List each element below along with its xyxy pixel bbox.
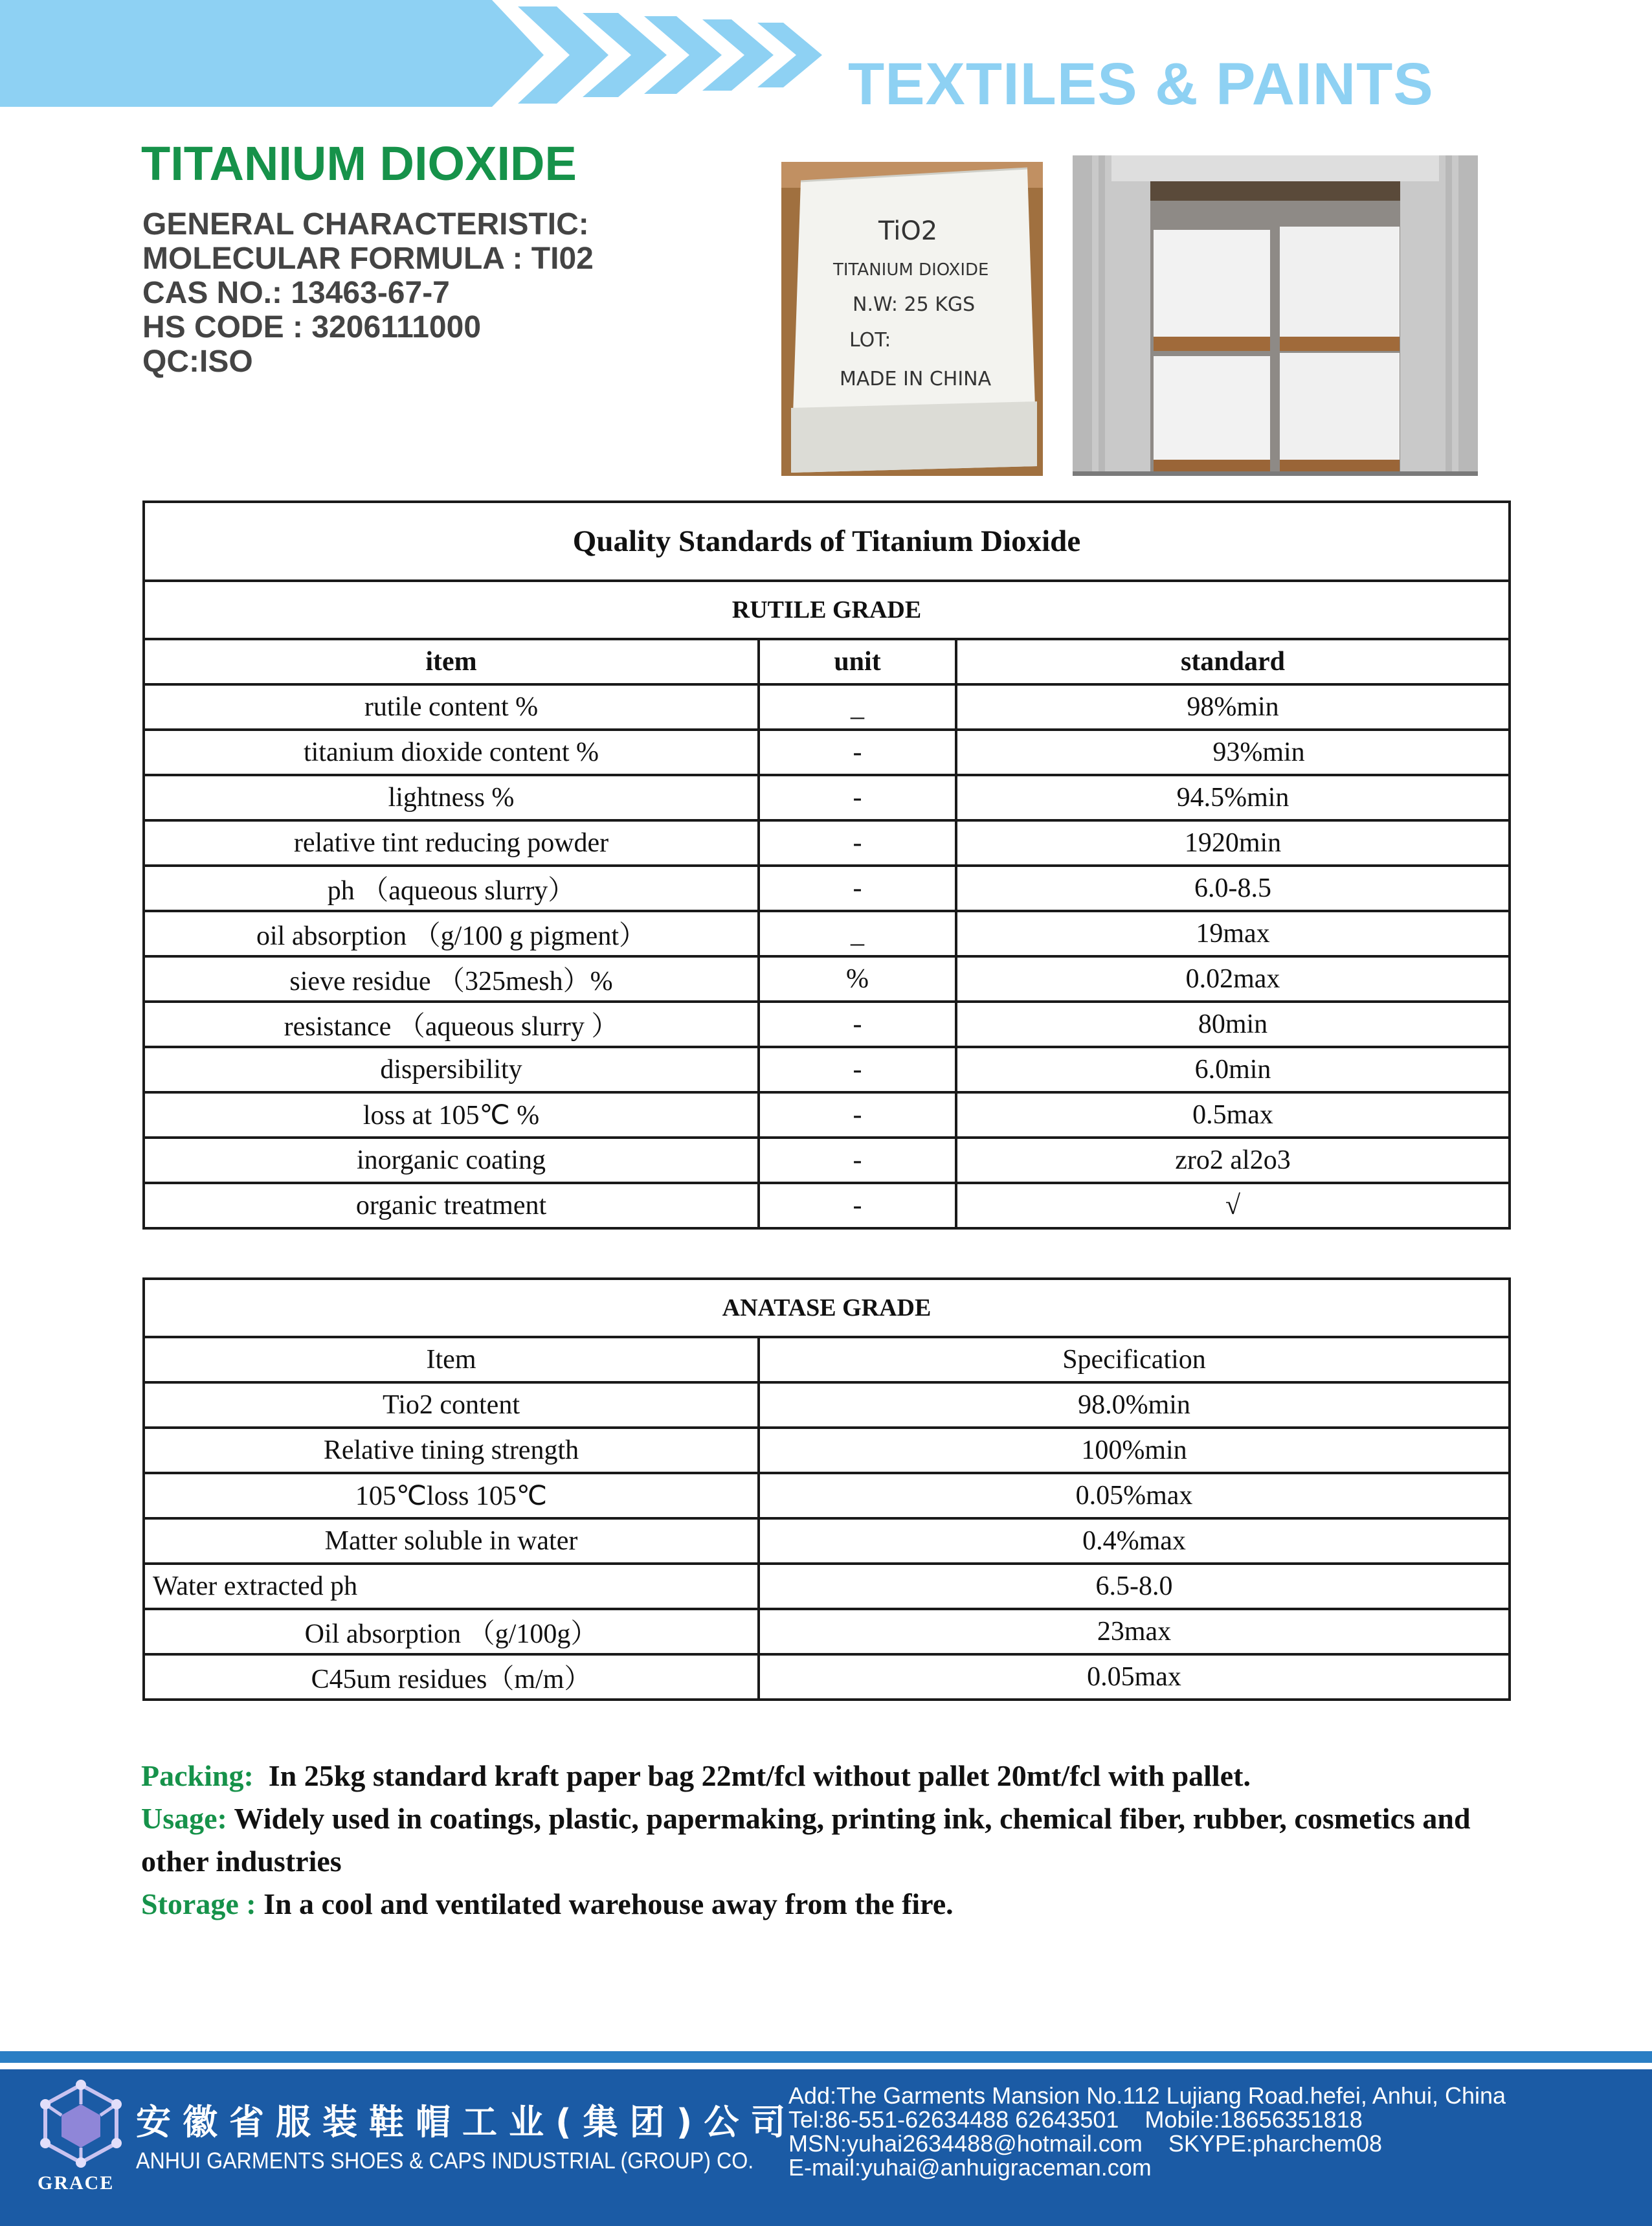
unit-cell: - [759, 1183, 956, 1228]
table-row [144, 1092, 1510, 1138]
messenger-row [788, 2131, 1506, 2155]
item-cell: lightness % [144, 775, 759, 820]
table-row [144, 911, 1510, 956]
bag-label-weight: N.W: 25 KGS [853, 293, 976, 316]
table-row [144, 1564, 1510, 1609]
molecular-formula: MOLECULAR FORMULA : TI02 [142, 242, 594, 276]
anatase-grade-label: ANATASE GRADE [144, 1279, 1510, 1337]
item-cell: titanium dioxide content % [144, 730, 759, 775]
unit-cell: _ [759, 911, 956, 956]
table-row [144, 1138, 1510, 1183]
standard-cell: 0.5max [956, 1092, 1510, 1138]
item-cell: loss at 105℃ % [144, 1092, 759, 1138]
item-cell: Matter soluble in water [144, 1518, 759, 1564]
bag-label-origin: MADE IN CHINA [840, 368, 992, 390]
phone-row [788, 2108, 1506, 2131]
table-row [144, 730, 1510, 775]
contact-info [788, 2084, 1506, 2179]
unit-cell: - [759, 775, 956, 820]
storage-text: In a cool and ventilated warehouse away from the fire. [263, 1887, 954, 1920]
container-loading-photo [1073, 155, 1478, 476]
characteristics-list [142, 207, 594, 379]
unit-cell: - [759, 1092, 956, 1138]
skype: SKYPE:pharchem08 [1168, 2130, 1383, 2157]
usage-note [141, 1797, 1533, 1883]
item-cell: dispersibility [144, 1047, 759, 1092]
company-name-chinese: 安徽省服装鞋帽工业(集团)公司 [136, 2102, 798, 2142]
unit-cell: - [759, 730, 956, 775]
product-bag-photo [781, 162, 1043, 476]
address: Add:The Garments Mansion No.112 Lujiang Road.hefei, Anhui, China [788, 2082, 1506, 2109]
cas-number: CAS NO.: 13463-67-7 [142, 276, 450, 310]
header-item: Item [144, 1337, 759, 1382]
spec-cell: 98.0%min [759, 1382, 1510, 1428]
table-header-row [144, 639, 1510, 684]
table-row [144, 866, 1510, 911]
usage-label: Usage: [141, 1802, 227, 1835]
bag-label-name: TITANIUM DIOXIDE [833, 260, 989, 280]
standard-cell: 19max [956, 911, 1510, 956]
header-item: item [144, 639, 759, 684]
table-row [144, 1473, 1510, 1518]
unit-cell: - [759, 1002, 956, 1047]
unit-cell: - [759, 1138, 956, 1183]
mobile: Mobile:18656351818 [1144, 2106, 1363, 2133]
header-unit: unit [759, 639, 956, 684]
unit-cell: - [759, 1047, 956, 1092]
spec-cell: 0.4%max [759, 1518, 1510, 1564]
header-specification: Specification [759, 1337, 1510, 1382]
item-cell: C45um residues（m/m） [144, 1654, 759, 1700]
spec-cell: 23max [759, 1609, 1510, 1654]
qc-standard: QC:ISO [142, 344, 253, 379]
standard-cell: 93%min [956, 730, 1510, 775]
standard-cell: 80min [956, 1002, 1510, 1047]
standard-cell: 6.0-8.5 [956, 866, 1510, 911]
bag-label-lot: LOT: [849, 329, 891, 352]
usage-text: Widely used in coatings, plastic, papermaking, printing ink, chemical fiber, rubber, cosmetics and other industries [141, 1802, 1471, 1878]
telephone: Tel:86-551-62634488 62643501 [788, 2106, 1119, 2133]
item-cell: sieve residue （325mesh）% [144, 956, 759, 1002]
unit-cell: % [759, 956, 956, 1002]
item-cell: relative tint reducing powder [144, 820, 759, 866]
table-header-row [144, 1337, 1510, 1382]
table-row [144, 775, 1510, 820]
msn: MSN:yuhai2634488@hotmail.com [788, 2130, 1143, 2157]
table-row [144, 684, 1510, 730]
footer-divider [0, 2051, 1652, 2063]
item-cell: Tio2 content [144, 1382, 759, 1428]
email: E-mail:yuhai@anhuigraceman.com [788, 2154, 1152, 2181]
header-standard: standard [956, 639, 1510, 684]
spec-cell: 0.05max [759, 1654, 1510, 1700]
standard-cell: 94.5%min [956, 775, 1510, 820]
general-characteristic: GENERAL CHARACTERISTIC: [142, 207, 589, 242]
quality-standards-title: Quality Standards of Titanium Dioxide [144, 502, 1510, 581]
item-cell: Water extracted ph [144, 1564, 759, 1609]
company-name-english: ANHUI GARMENTS SHOES & CAPS INDUSTRIAL (GROUP) CO. [136, 2148, 754, 2174]
storage-label: Storage : [141, 1887, 256, 1920]
table-row [144, 1654, 1510, 1700]
product-notes [141, 1755, 1533, 1926]
item-cell: organic treatment [144, 1183, 759, 1228]
anatase-grade-table [142, 1277, 1511, 1701]
banner-title: TEXTILES & PAINTS [848, 51, 1434, 117]
table-row [144, 1382, 1510, 1428]
spec-cell: 0.05%max [759, 1473, 1510, 1518]
packing-note [141, 1755, 1533, 1797]
item-cell: inorganic coating [144, 1138, 759, 1183]
item-cell: 105℃loss 105℃ [144, 1473, 759, 1518]
table-row [144, 1428, 1510, 1473]
standard-cell: 1920min [956, 820, 1510, 866]
table-row [144, 820, 1510, 866]
rutile-grade-table [142, 500, 1511, 1230]
rutile-grade-label: RUTILE GRADE [144, 581, 1510, 639]
company-logo-icon [39, 2078, 123, 2175]
unit-cell: - [759, 866, 956, 911]
spec-cell: 100%min [759, 1428, 1510, 1473]
item-cell: Relative tining strength [144, 1428, 759, 1473]
product-title: TITANIUM DIOXIDE [141, 137, 577, 190]
table-row [144, 1609, 1510, 1654]
standard-cell: 98%min [956, 684, 1510, 730]
logo-label: GRACE [38, 2172, 115, 2194]
unit-cell: - [759, 820, 956, 866]
header-banner [0, 0, 906, 110]
standard-cell: zro2 al2o3 [956, 1138, 1510, 1183]
packing-label: Packing: [141, 1759, 254, 1792]
item-cell: ph （aqueous slurry） [144, 866, 759, 911]
storage-note [141, 1883, 1533, 1926]
unit-cell: _ [759, 684, 956, 730]
standard-cell: 6.0min [956, 1047, 1510, 1092]
item-cell: resistance （aqueous slurry ） [144, 1002, 759, 1047]
item-cell: oil absorption （g/100 g pigment） [144, 911, 759, 956]
table-row [144, 1518, 1510, 1564]
item-cell: rutile content % [144, 684, 759, 730]
spec-cell: 6.5-8.0 [759, 1564, 1510, 1609]
packing-text: In 25kg standard kraft paper bag 22mt/fcl without pallet 20mt/fcl with pallet. [268, 1759, 1251, 1792]
standard-cell: √ [956, 1183, 1510, 1228]
standard-cell: 0.02max [956, 956, 1510, 1002]
table-row [144, 956, 1510, 1002]
hs-code: HS CODE : 3206111000 [142, 310, 482, 344]
table-row [144, 1183, 1510, 1228]
table-row [144, 1047, 1510, 1092]
bag-label-tio2: TiO2 [878, 216, 938, 246]
table-row [144, 1002, 1510, 1047]
item-cell: Oil absorption （g/100g） [144, 1609, 759, 1654]
